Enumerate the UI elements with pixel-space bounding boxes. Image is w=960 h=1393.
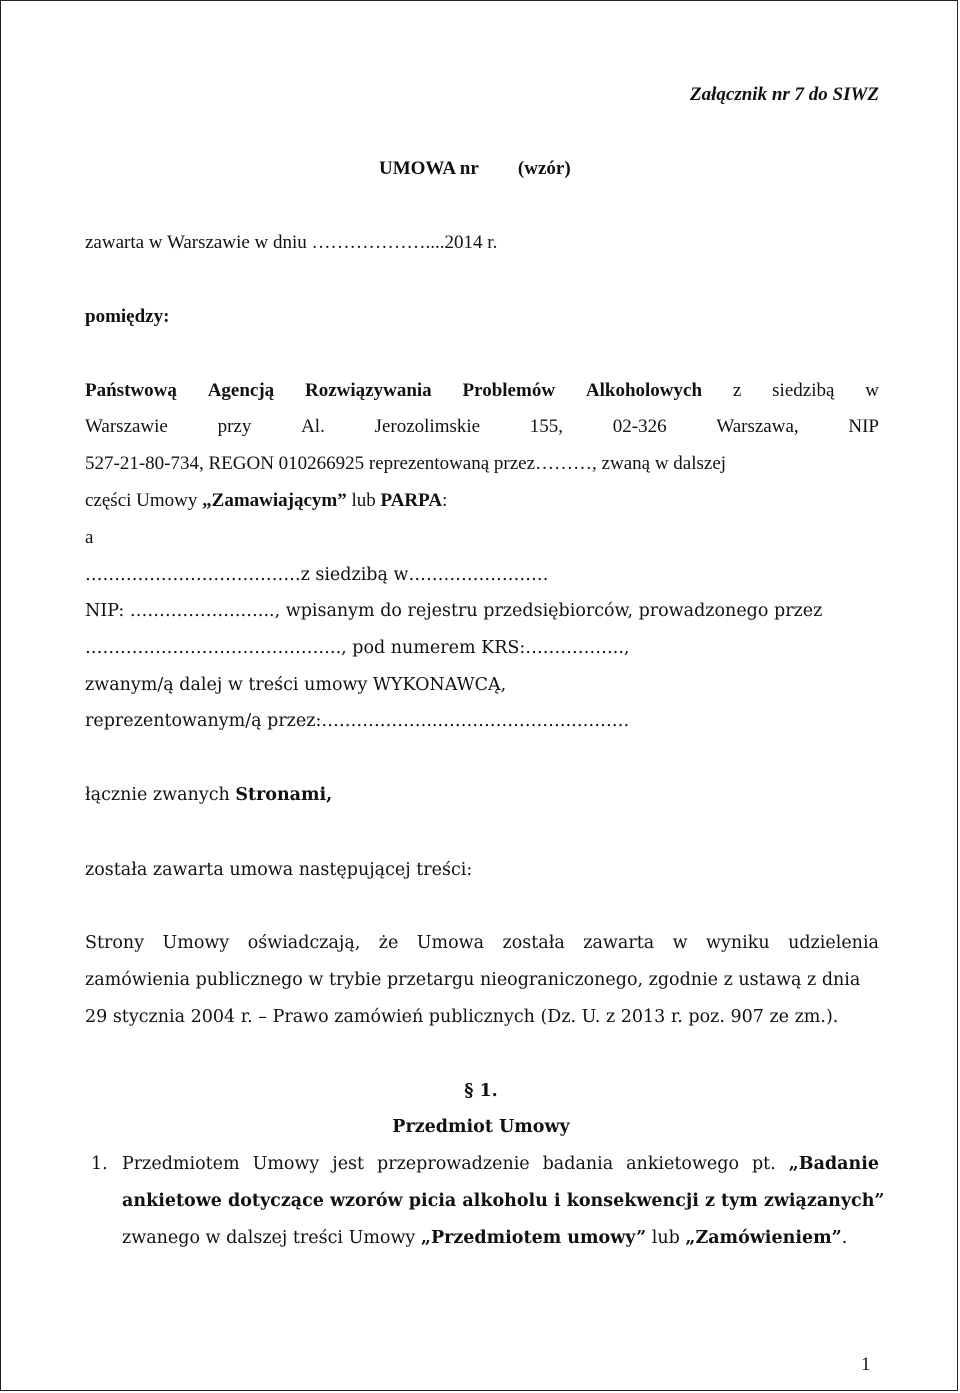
jointly-term: Stronami, — [235, 785, 333, 805]
party1-line3: 527-21-80-734, REGON 010266925 reprezentowaną przez………, zwaną w dalszej — [85, 453, 727, 474]
item1-word: ankietowego — [626, 1154, 740, 1174]
item1-word: przeprowadzenie — [377, 1154, 530, 1174]
party1-word: NIP — [848, 416, 879, 437]
party1-word: 02-326 — [612, 416, 667, 437]
party2-line3: …………………………………….., pod numerem KRS:…………….., — [85, 638, 630, 658]
party1-word: w — [865, 380, 879, 401]
party1-word: Państwową — [85, 380, 177, 401]
section-number: § 1. — [464, 1081, 498, 1101]
contract-title-label: UMOWA nr — [379, 158, 479, 179]
party1-abbrev: PARPA — [380, 490, 443, 511]
item1-line3 — [122, 1226, 847, 1250]
statement-word: zawarta — [583, 933, 655, 953]
content-intro: została zawarta umowa następującej treści: — [85, 860, 473, 880]
statement-word: Umowa — [416, 933, 485, 953]
party1-word: przy — [217, 416, 252, 437]
statement-word: oświadczają, — [247, 933, 361, 953]
party1-text: lub — [346, 490, 381, 511]
statement-word: w — [672, 933, 688, 953]
party2-line4: zwanym/ą dalej w treści umowy WYKONAWCĄ, — [85, 675, 507, 695]
item1-word: „Badanie — [788, 1154, 879, 1174]
item1-word: badania — [542, 1154, 614, 1174]
statement-word: że — [378, 933, 399, 953]
party2-line1: ……………………………….z siedzibą w…………………… — [85, 565, 549, 585]
party1-text: : — [442, 490, 448, 511]
party1-line4 — [85, 489, 447, 513]
party1-word: Agencją — [207, 380, 275, 401]
party1-line2 — [85, 415, 879, 439]
party1-role-name: „Zamawiającym” — [202, 490, 347, 511]
item1-word: Przedmiotem — [122, 1154, 240, 1174]
page-number: 1 — [861, 1354, 871, 1375]
annex-label: Załącznik nr 7 do SIWZ — [690, 84, 879, 105]
item1-line1 — [122, 1152, 879, 1176]
party1-word: Warszawa, — [716, 416, 799, 437]
party1-word: Jerozolimskie — [374, 416, 481, 437]
statement-line1 — [85, 931, 879, 955]
conjunction: a — [85, 527, 94, 548]
statement-line3: 29 stycznia 2004 r. – Prawo zamówień publicznych (Dz. U. z 2013 r. poz. 907 ze zm.). — [85, 1007, 839, 1027]
party1-word: Problemów — [462, 380, 556, 401]
party1-word: Alkoholowych — [585, 380, 703, 401]
item1-word: jest — [332, 1154, 365, 1174]
party2-line5: reprezentowanym/ą przez:………………...…………………..……… — [85, 711, 630, 731]
party1-word: z — [732, 380, 742, 401]
party1-word: Warszawie — [85, 416, 168, 437]
between-label: pomiędzy: — [85, 306, 170, 327]
statement-word: została — [502, 933, 565, 953]
item1-text: lub — [646, 1228, 686, 1248]
concluded-line: zawarta w Warszawie w dniu ………………....2014 r. — [85, 232, 498, 253]
item1-term: „Zamówieniem” — [685, 1228, 842, 1248]
party1-word: 155, — [529, 416, 564, 437]
item1-word: pt. — [751, 1154, 776, 1174]
contract-title — [379, 157, 571, 181]
party1-text: części Umowy — [85, 490, 203, 511]
section-title: Przedmiot Umowy — [392, 1117, 570, 1137]
party1-word: siedzibą — [772, 380, 835, 401]
item1-word: Umowy — [252, 1154, 320, 1174]
statement-line2: zamówienia publicznego w trybie przetargu nieograniczonego, zgodnie z ustawą z dnia — [85, 970, 861, 990]
statement-word: udzielenia — [788, 933, 879, 953]
item1-term: „Przedmiotem umowy” — [420, 1228, 647, 1248]
contract-title-note: (wzór) — [517, 158, 571, 179]
item1-number: 1. — [91, 1154, 108, 1174]
jointly-text: łącznie zwanych — [85, 785, 236, 805]
jointly-line — [85, 783, 332, 807]
party1-line1 — [85, 379, 879, 403]
party2-line2: NIP: ……………….…..., wpisanym do rejestru przedsiębiorców, prowadzonego przez — [85, 601, 823, 621]
statement-word: Umowy — [162, 933, 230, 953]
party1-word: Rozwiązywania — [305, 380, 432, 401]
item1-text: zwanego w dalszej treści Umowy — [122, 1228, 421, 1248]
statement-word: wyniku — [706, 933, 770, 953]
item1-line2: ankietowe dotyczące wzorów picia alkoholu i konsekwencji z tym związanych” — [122, 1191, 885, 1211]
item1-text: . — [841, 1228, 848, 1248]
party1-word: Al. — [301, 416, 325, 437]
statement-word: Strony — [85, 933, 145, 953]
